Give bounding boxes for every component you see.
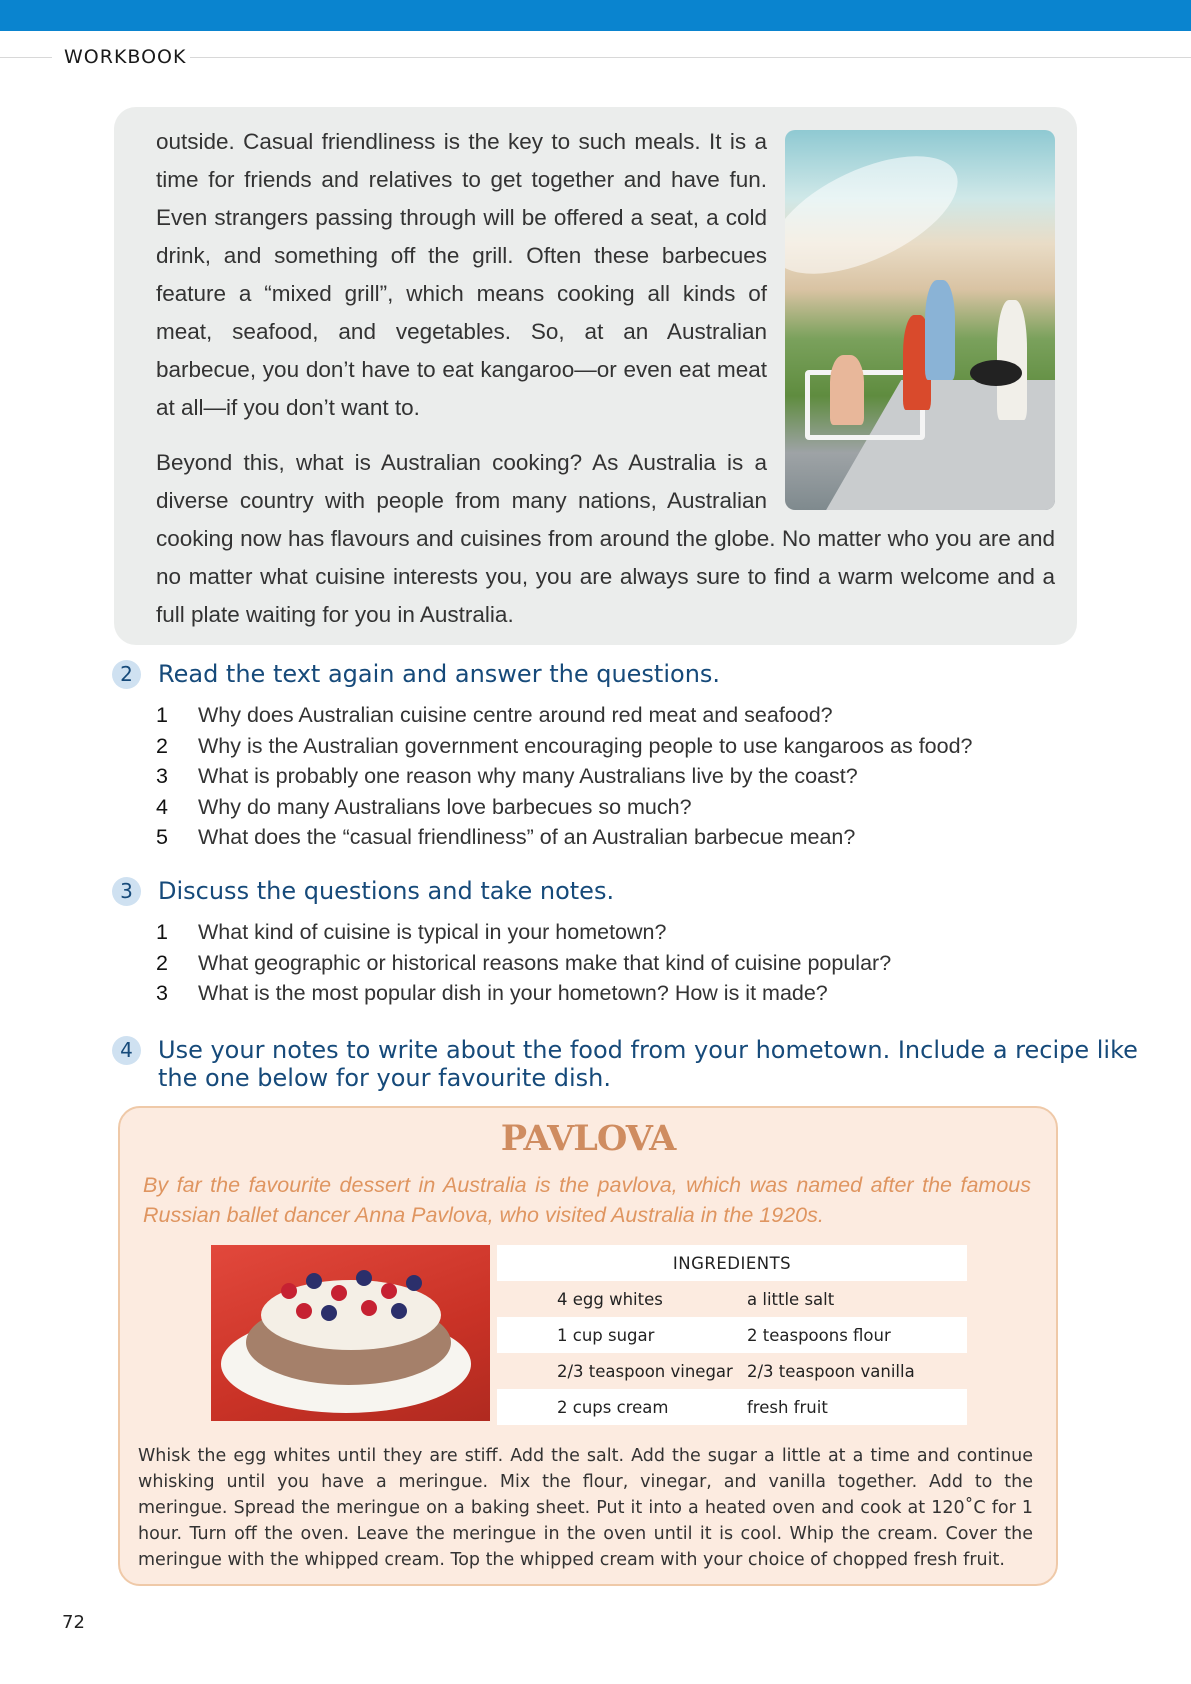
ingredients-table <box>497 1245 967 1425</box>
question-text: Why do many Australians love barbecues so much? <box>198 794 692 819</box>
question-number: 5 <box>156 825 168 849</box>
exercise-4-title-line-2: the one below for your favourite dish. <box>158 1064 611 1092</box>
recipe-method: Whisk the egg whites until they are stiff. Add the salt. Add the sugar a little at a time and continue whisking until you have a meringue. Mix the flour, vinegar, and vanilla together. Add to the meringue. Spread the meringue on a baking sheet. Put it into a heated oven and cook at 120˚C for 1 hour. Turn off the oven. Leave the meringue in the oven until it is cool. Whip the cream. Cover the meringue with the whipped cream. Top the whipped cream with your choice of chopped fresh fruit. <box>138 1446 1033 1570</box>
exercise-3-number: 3 <box>112 877 141 906</box>
pavlova-photo <box>211 1245 490 1421</box>
section-header: WORKBOOK <box>64 46 187 68</box>
exercise-4-number: 4 <box>112 1036 141 1065</box>
reading-passage <box>156 123 1055 651</box>
recipe-intro: By far the favourite dessert in Australia is the pavlova, which was named after the famous Russian ballet dancer Anna Pavlova, who visited Australia in the 1920s. <box>143 1173 1031 1227</box>
ingredient-row <box>497 1317 967 1353</box>
exercise-2-title: Read the text again and answer the questions. <box>158 660 721 688</box>
ingredient: 2 teaspoons flour <box>747 1317 967 1353</box>
ingredient: fresh fruit <box>747 1389 967 1425</box>
exercise-2-number: 2 <box>112 660 141 689</box>
question-text: What is the most popular dish in your hometown? How is it made? <box>198 981 828 1005</box>
question-item <box>156 761 973 792</box>
ingredient-row <box>497 1353 967 1389</box>
question-number: 1 <box>156 703 168 727</box>
question-text: What does the “casual friendliness” of an Australian barbecue mean? <box>198 825 856 849</box>
reading-paragraph-2: Beyond this, what is Australian cooking? As Australia is a diverse country with people from many nations, Australian cooking now has flavours and cuisines from around the globe. No matter who you are and no matter what cuisine interests you, you are always sure to find a warm welcome and a full plate waiting for you in Australia. <box>156 450 1055 627</box>
question-item <box>156 917 891 948</box>
exercise-3-title: Discuss the questions and take notes. <box>158 877 615 905</box>
question-text: What is probably one reason why many Australians live by the coast? <box>198 764 858 788</box>
question-number: 1 <box>156 920 168 944</box>
question-number: 2 <box>156 950 168 975</box>
ingredient: 2 cups cream <box>497 1389 747 1425</box>
question-item <box>156 792 973 823</box>
ingredient: 2/3 teaspoon vinegar <box>557 1361 733 1381</box>
ingredient: 4 egg whites <box>557 1289 663 1309</box>
ingredient-row <box>497 1389 967 1425</box>
recipe-title: PAVLOVA <box>500 1118 676 1159</box>
question-text: What geographic or historical reasons make that kind of cuisine popular? <box>198 950 892 975</box>
question-item <box>156 822 973 853</box>
exercise-2-questions <box>156 700 973 853</box>
header-rule-left <box>0 57 52 58</box>
header-rule <box>190 57 1191 58</box>
question-number: 2 <box>156 733 168 758</box>
beach-barbecue-photo <box>785 130 1055 510</box>
ingredient: 2/3 teaspoon vanilla <box>747 1361 915 1381</box>
question-number: 3 <box>156 981 168 1005</box>
ingredient: 1 cup sugar <box>497 1317 747 1353</box>
question-number: 3 <box>156 764 168 788</box>
exercise-3-questions <box>156 917 891 1009</box>
question-text: Why is the Australian government encouraging people to use kangaroos as food? <box>198 733 973 758</box>
page-number: 72 <box>62 1612 85 1633</box>
ingredients-header: INGREDIENTS <box>497 1245 967 1281</box>
reading-paragraph-1: outside. Casual friendliness is the key to such meals. It is a time for friends and relatives to get together and have fun. Even strangers passing through will be offered a seat, a cold drink, and something off the grill. Often these barbecues feature a “mixed grill”, which means cooking all kinds of meat, seafood, and vegetables. So, at an Australian barbecue, you don’t have to eat kangaroo—or even eat meat at all—if you don’t want to. <box>156 129 767 420</box>
exercise-4-title-line-1: Use your notes to write about the food from your hometown. Include a recipe like <box>158 1036 1138 1064</box>
question-item <box>156 700 973 731</box>
ingredient: a little salt <box>747 1289 835 1309</box>
question-text: What kind of cuisine is typical in your hometown? <box>198 920 667 944</box>
question-text: Why does Australian cuisine centre around red meat and seafood? <box>198 703 833 727</box>
ingredient-row <box>497 1281 967 1317</box>
question-item <box>156 978 891 1009</box>
question-item <box>156 948 891 979</box>
question-item <box>156 731 973 762</box>
question-number: 4 <box>156 794 168 819</box>
top-color-bar <box>0 0 1191 31</box>
